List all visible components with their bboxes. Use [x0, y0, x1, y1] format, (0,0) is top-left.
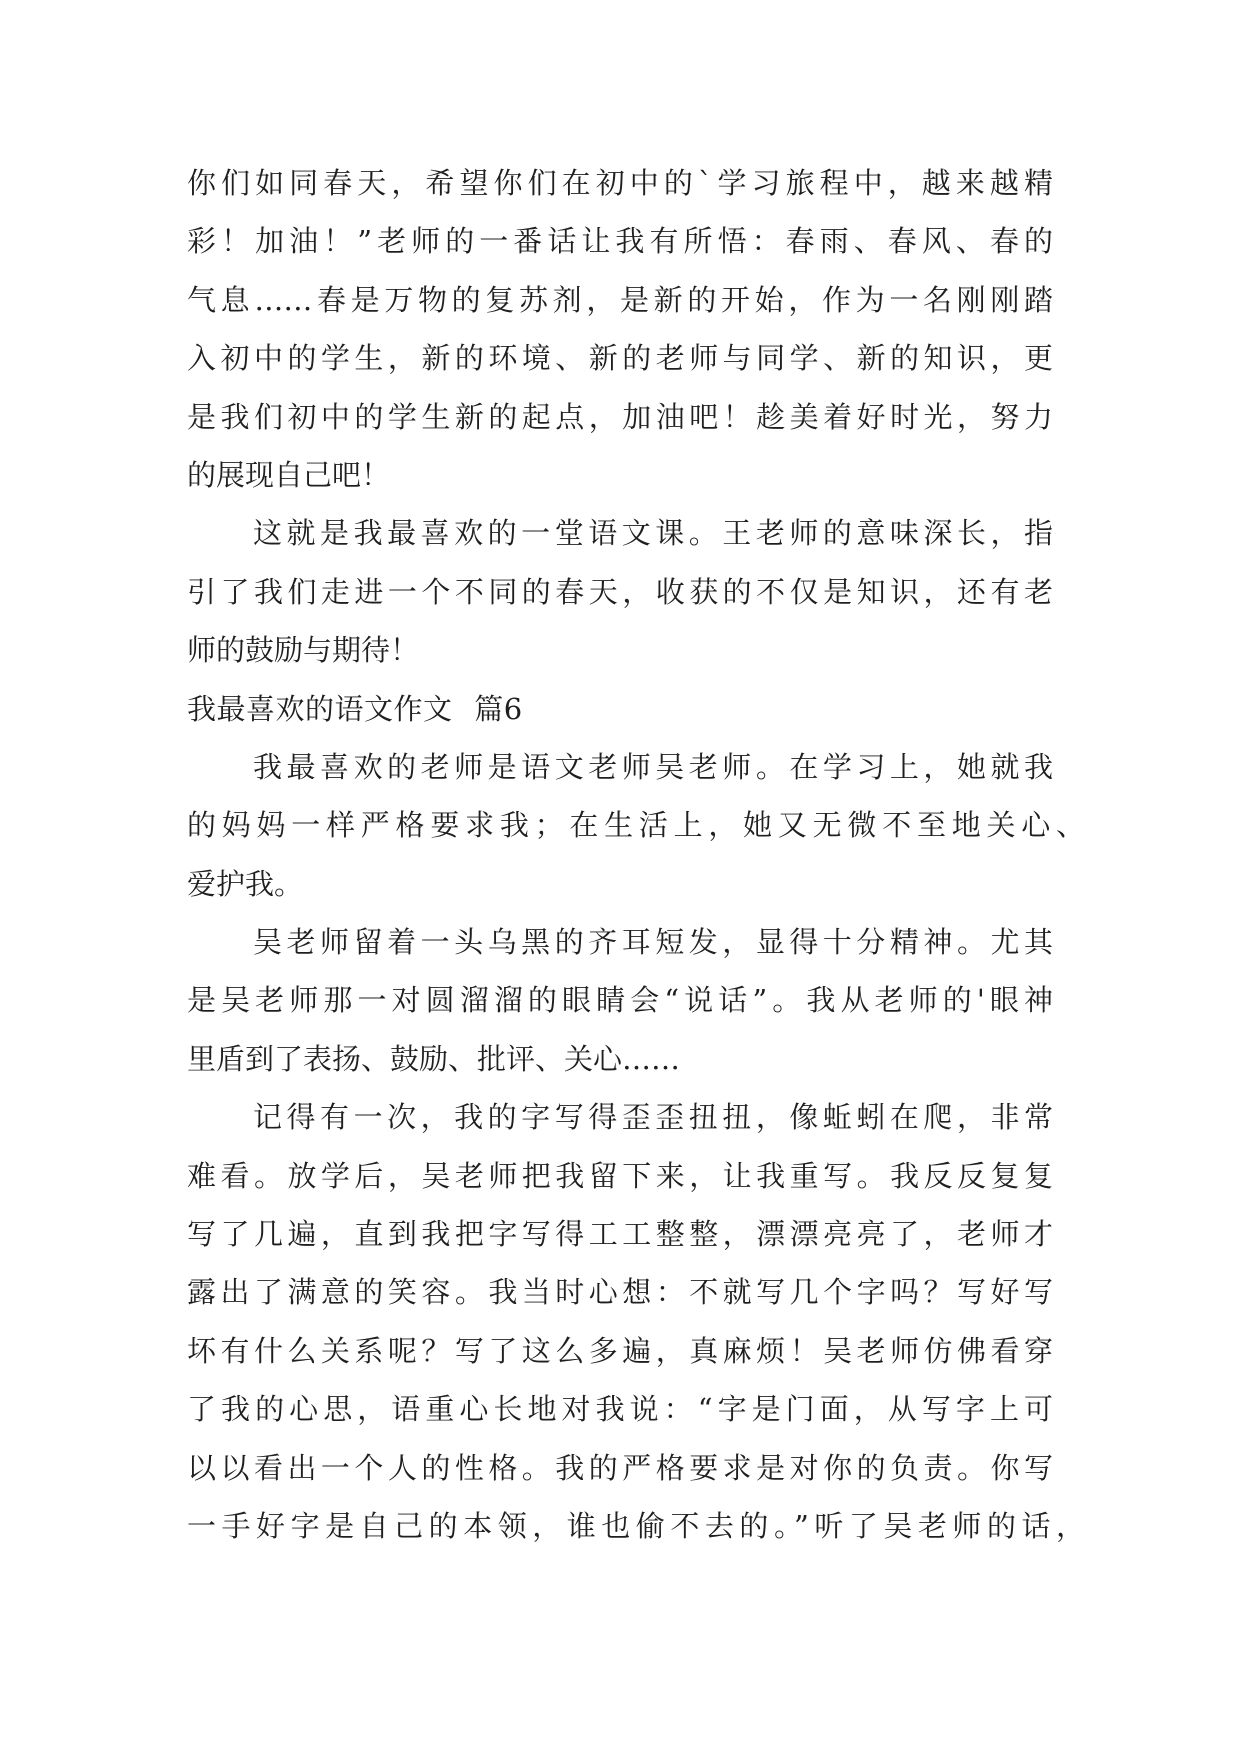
text-line: 彩！加油！”老师的一番话让我有所悟：春雨、春风、春的	[187, 224, 1053, 259]
paragraph	[187, 1088, 1085, 1555]
text-line: 露出了满意的笑容。我当时心想：不就写几个字吗？写好写	[187, 1275, 1053, 1310]
text-line: 入初中的学生，新的环境、新的老师与同学、新的知识，更	[187, 341, 1053, 376]
text-line: 以以看出一个人的性格。我的严格要求是对你的负责。你写	[187, 1450, 1053, 1485]
text-line: 写了几遍，直到我把字写得工工整整，漂漂亮亮了，老师才	[187, 1217, 1053, 1252]
document-body	[187, 154, 1085, 1555]
text-line: 记得有一次，我的字写得歪歪扭扭，像蚯蚓在爬，非常	[253, 1100, 1053, 1135]
text-line: 爱护我。	[187, 866, 304, 901]
essay-heading: 我最喜欢的语文作文 篇6	[187, 691, 523, 726]
text-line: 我最喜欢的老师是语文老师吴老师。在学习上，她就我	[253, 749, 1053, 784]
text-line: 是吴老师那一对圆溜溜的眼睛会“说话”。我从老师的'眼神	[187, 983, 1053, 1018]
text-line: 的展现自己吧！	[187, 457, 391, 492]
paragraph	[187, 504, 1053, 679]
text-line: 里盾到了表扬、鼓励、批评、关心……	[187, 1041, 681, 1076]
text-line: 了我的心思，语重心长地对我说：“字是门面，从写字上可	[187, 1392, 1053, 1427]
text-line: 是我们初中的学生新的起点，加油吧！趁美着好时光，努力	[187, 399, 1053, 434]
text-line: 引了我们走进一个不同的春天，收获的不仅是知识，还有老	[187, 574, 1053, 609]
text-line: 气息……春是万物的复苏剂，是新的开始，作为一名刚刚踏	[187, 282, 1053, 317]
text-line: 这就是我最喜欢的一堂语文课。王老师的意味深长，指	[253, 516, 1053, 551]
text-line: 吴老师留着一头乌黑的齐耳短发，显得十分精神。尤其	[253, 925, 1053, 960]
paragraph	[187, 154, 1053, 504]
text-line: 师的鼓励与期待！	[187, 633, 420, 668]
paragraph	[187, 738, 1085, 913]
text-line: 的妈妈一样严格要求我；在生活上，她又无微不至地关心、	[187, 808, 1085, 843]
text-line: 一手好字是自己的本领，谁也偷不去的。”听了吴老师的话，	[187, 1508, 1085, 1543]
paragraph	[187, 913, 1053, 1088]
text-line: 难看。放学后，吴老师把我留下来，让我重写。我反反复复	[187, 1158, 1053, 1193]
text-line: 坏有什么关系呢？写了这么多遍，真麻烦！吴老师仿佛看穿	[187, 1333, 1053, 1368]
text-line: 你们如同春天，希望你们在初中的`学习旅程中，越来越精	[187, 166, 1053, 200]
